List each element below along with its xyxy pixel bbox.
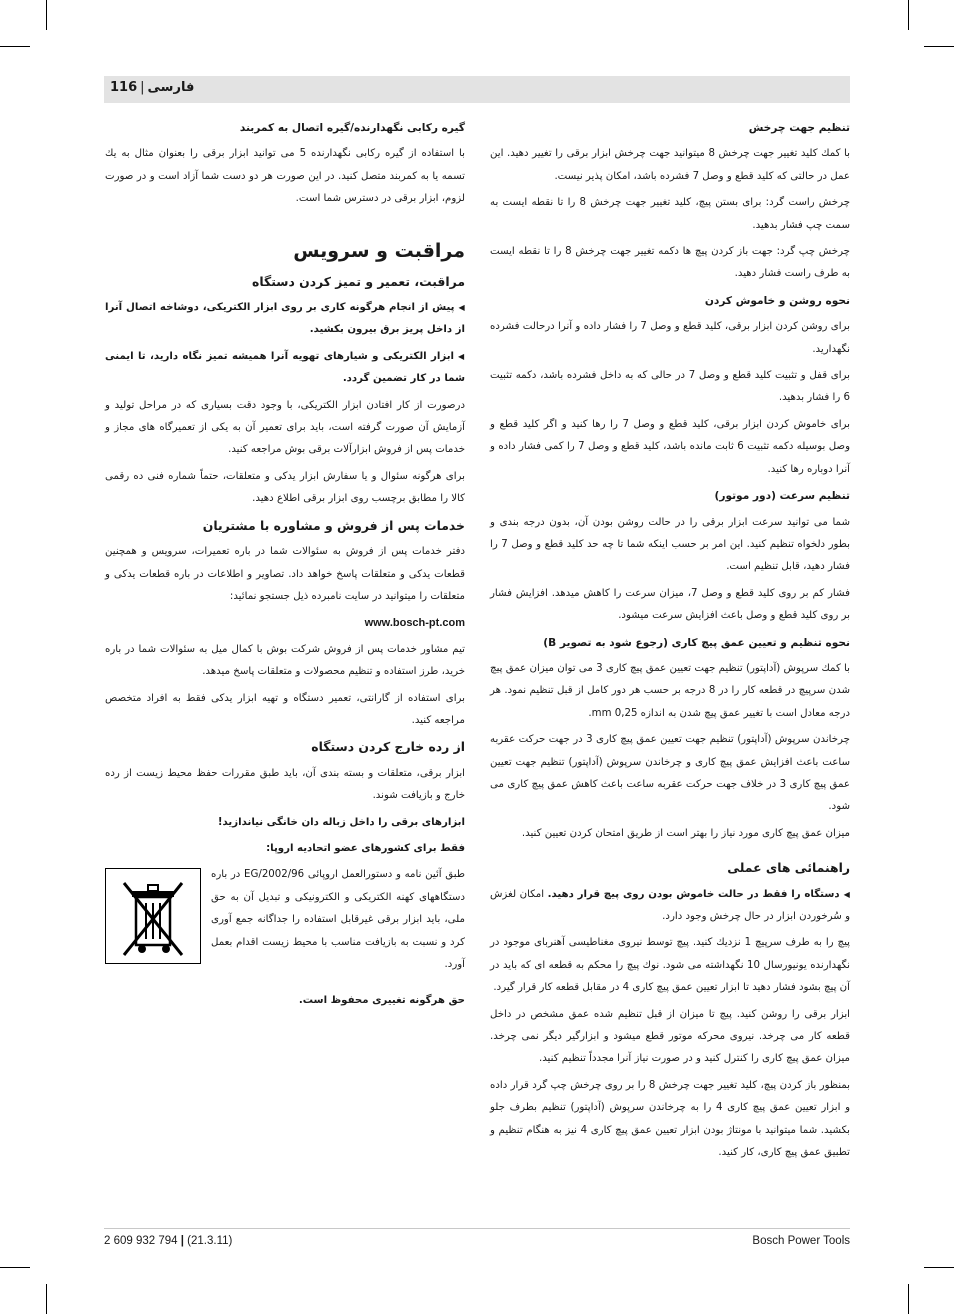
tips-paragraph-3: بمنظور باز کردن پیچ، کلید تغییر جهت چرخش 8 را بر روی چرخش چپ گرد قرار داده و ابزار تعیین عمق پیچ کاری 4 را به چرخاندن سرپوش (آداپتور) تنظیم بطرف جلو بکشید. شما میتوانید با مونتاژ بودن ابزار تعیین عمق پیچ کاری 4 نیز به هنگام تنظیم و تطبیق عمق پیچ کاری، کار کنید.	[490, 1079, 851, 1159]
direction-right-paragraph: چرخش راست گرد: برای بستن پیچ، کلید تغییر جهت چرخش 8 را تا نقطه ایست به سمت چپ فشار بدهید.	[490, 197, 850, 231]
depth-paragraph-1: با کمك سرپوش (آداپتور) تنظیم جهت تعیین عمق پیچ کاری 3 می توان میزان عمق پیچ شدن سرپیچ در قطعه کار را در 8 درجه بر حسب هر دور کامل از قبل تنظیم نمود. هر درجه معادل است با تغییر عمق پیچ شدن به اندازه 0,25 mm.	[490, 662, 851, 719]
maintenance-paragraph-2: برای هرگونه سئوال و یا سفارش ابزار یدکی و متعلقات، حتماً شماره فنی ده رقمی کالا را مطابق برچسب روی ابزار برقی اطلاع دهید.	[105, 470, 465, 505]
tips-warning-rest: امکان لغزش و سُرخوردن ابزار در حال چرخش وجود دارد.	[490, 888, 850, 922]
crop-mark	[908, 0, 909, 30]
tips-warning-bold: دستگاه را فقط در حالت خاموش بودن روی پیچ قرار دهید.	[547, 888, 840, 900]
maintenance-heading: مراقبت، تعمیر و تمیز کردن دستگاه	[252, 273, 465, 289]
tips-paragraph-1: پیچ را به طرف سرپیچ 1 نزدیك کنید. پیچ توسط نیروی مغناطیسی آهنربای موجود در نگهدارنده یونیورسال 10 نگهداشته می شود. نوك پیچ را محکم به قطعه ای که باید در آن پیچ بشود فشار دهید تا ابزار تعیین عمق پیچ کاری 4 در مقابل قطعه کار قرار گیرد.	[490, 937, 850, 994]
crop-mark	[0, 46, 30, 47]
tips-paragraph-2: ابزار برقی را روشن کنید. پیچ تا میزان از قبل تنظیم شده عمق مشخص در داخل قطعه کار می چرخد. نیروی محرکه موتور قطع میشود و ابزارگیر دیگر نمی چرخد. میزان عمق پیچ کاری را کنترل کنید و در صورت نیاز آنرا مجدداً تنظیم کنید.	[490, 1008, 850, 1065]
crop-mark	[0, 1267, 30, 1268]
warning-triangle-icon: ◀	[458, 303, 466, 313]
eu-heading: فقط برای کشورهای عضو اتحادیه اروپا:	[266, 842, 465, 854]
crop-mark	[46, 1284, 47, 1314]
crop-mark	[46, 0, 47, 30]
direction-left-paragraph: چرخش چپ گرد: جهت باز کردن پیچ ها دکمه تغییر جهت چرخش 8 را تا نقطه ایست به طرف راست فشار دهید.	[490, 246, 850, 280]
speed-paragraph-2: فشار کم بر روی کلید قطع و وصل 7، میزان سرعت را کاهش میدهد. افزایش فشار بر روی کلید قطع و وصل باعث افزایش سرعت میشود.	[490, 587, 850, 622]
tips-warning	[490, 884, 850, 929]
page-header-band	[104, 76, 850, 103]
left-column	[105, 117, 465, 1017]
after-sales-paragraph-1: دفتر خدمات پس از فروش به سئوالات شما در باره تعمیرات، سرویس و همچنین قطعات یدکی و متعلقات پاسخ خواهد داد. تصاویر و اطلاعات در باره قطعات یدکی و متعلقات را میتوانید در سایت نامبرده ذیل جستجو نمائید:	[105, 546, 465, 602]
right-column	[490, 117, 850, 1168]
direction-paragraph-1: با کمك کلید تغییر جهت چرخش 8 میتوانید جهت چرخش ابزار برقی را تغییر دهید. این عمل در حالتی که کلید قطع و وصل 7 فشرده باشد، امکان پذیر نیست.	[490, 148, 850, 182]
crop-mark	[924, 1267, 954, 1268]
maintenance-warning-1	[105, 297, 465, 342]
after-sales-heading: خدمات پس از فروش و مشاوره با مشتریان	[202, 517, 465, 533]
crop-mark	[924, 46, 954, 47]
doc-number: 2 609 932 794	[104, 1235, 178, 1247]
page-number: 116	[110, 80, 138, 95]
on-off-paragraph-1: برای روشن کردن ابزار برقی، کلید قطع و وصل 7 را فشار داده و آنرا درحالت فشرده نگهدارید.	[490, 321, 850, 355]
footer-separator: |	[180, 1235, 184, 1247]
speed-heading: تنظیم سرعت (دور موتور)	[714, 490, 850, 503]
maintenance-warning-1-text: پیش از انجام هرگونه کاری بر روی ابزار الکتریکی، دوشاخه اتصال آنرا از داخل پریز برق بیرون بکشید.	[105, 302, 465, 336]
on-off-heading: نحوه روشن و خاموش کردن	[704, 294, 850, 307]
depth-heading: نحوه تنظیم و تعیین عمق پیچ کاری (رجوع شود به تصویر B)	[543, 636, 850, 649]
after-sales-paragraph-2: تیم مشاور خدمات پس از فروش شرکت بوش با کمال میل به سئوالات شما در باره خرید، طرز استفاده و تنظیم محصولات و متعلقات پاسخ میدهد.	[105, 643, 465, 678]
direction-heading: تنظیم جهت چرخش	[748, 122, 850, 134]
crop-mark	[908, 1284, 909, 1314]
on-off-paragraph-2: برای قفل و تثبیت کلید قطع و وصل 7 در حالی که به داخل فشرده باشد، دکمه تثبیت 6 را فشار بدهید.	[490, 370, 850, 404]
footer-doc-info	[104, 1235, 232, 1247]
tips-heading: راهنمائی های عملی	[727, 860, 850, 876]
clamp-paragraph: با استفاده از گیره رکابی نگهدارنده 5 می توانید ابزار برقی را بعنوان مثال به یك تسمه یا به کمربند متصل کنید. در این صورت هر دو دست شما آزاد است و در صورت لزوم، ابزار برقی در دسترس شما است.	[105, 148, 465, 205]
header-language: فارسی	[147, 80, 195, 95]
eu-paragraph: طبق آئین نامه و دستورالعمل اروپائی 2002/96/EG در باره دستگاههای کهنه الکتریکی و الکترونیکی و تبدیل آن به حق ملی، باید ابزار برقی غیرقابل استفاده را جداگانه جمع آوری کرد و نسبت به بازیافت مناسب با محیط زیست اقدام بعمل آورد.	[211, 869, 465, 970]
on-off-paragraph-3: برای خاموش کردن ابزار برقی، کلید قطع و وصل 7 را رها کنید و اگر کلید قطع و وصل بوسیله دکمه تثبیت 6 ثابت مانده باشد، کلید قطع و وصل 7 را کمی فشار داده و آنرا دوباره رها کنید.	[490, 418, 850, 475]
warning-triangle-icon: ◀	[458, 351, 465, 361]
service-heading: مراقبت و سرویس	[293, 239, 465, 262]
maintenance-warning-2-text: ابزار الکتریکی و شیارهای تهویه آنرا همیشه تمیز نگاه دارید، تا ایمنی شما در کار تضمین گردد.	[105, 350, 465, 385]
warning-triangle-icon: ◀	[843, 889, 850, 899]
maintenance-warning-2	[105, 346, 465, 391]
clamp-heading: گیره رکابی نگهدارنده/گیره اتصال به کمربند	[239, 122, 465, 134]
disposal-paragraph-1: ابزار برقی، متعلقات و بسته بندی آن، باید طبق مقررات حفظ محیط زیست از رده خارج و بازیافت شوند.	[105, 767, 465, 802]
crossed-out-bin-icon	[105, 868, 201, 964]
footer-brand: Bosch Power Tools	[752, 1235, 850, 1247]
speed-paragraph-1: شما می توانید سرعت ابزار برقی را در حالت روشن بودن آن، بدون درجه بندی و بطور دلخواه تنظیم کنید. این امر بر حسب اینکه شما تا چه حد کلید قطع و وصل 7 را فشار دهید، قابل تنظیم است.	[490, 516, 850, 573]
weee-block	[105, 864, 465, 980]
disposal-heading: از رده خارج کردن دستگاه	[311, 739, 465, 755]
depth-paragraph-2: چرخاندن سرپوش (آداپتور) تنظیم جهت تعیین عمق پیچ کاری 3 در جهت حرکت عقربه ساعت باعث افزایش عمق پیچ کاری و چرخاندن سرپوش (آداپتور) تنظیم جهت تعیین عمق پیچ کاری 3 در خلاف جهت حرکت عقربه ساعت باعث کاهش عمق پیچ کاری می شود.	[490, 734, 850, 813]
bosch-website-link[interactable]: www.bosch-pt.com	[364, 617, 465, 630]
maintenance-paragraph-1: درصورت از کار افتادن ابزار الکتریکی، با وجود دقت بسیاری که در مراحل تولید و آزمایش آن صورت گرفته است، باید برای تعمیر آن به یکی از تعمیرگاه های مجاز و خدمات پس از فروش ابزارآلات برقی بوش مراجعه کنید.	[105, 399, 465, 456]
after-sales-paragraph-3: برای استفاده از گارانتی، تعمیر دستگاه و تهیه ابزار یدکی فقط به افراد متخصص مراجعه کنید.	[105, 692, 465, 726]
header-separator: |	[140, 80, 145, 95]
depth-paragraph-3: میزان عمق پیچ کاری مورد نیاز را بهتر است از طریق امتحان کردن تعیین کنید.	[521, 827, 850, 839]
page-header	[110, 80, 194, 95]
footer-rule	[104, 1228, 850, 1229]
rights-reserved-note: حق هرگونه تغییری محفوظ است.	[298, 995, 465, 1007]
disposal-warning: ابزارهای برقی را داخل زباله دان خانگی نیاندازید!	[217, 816, 465, 828]
doc-date: (21.3.11)	[187, 1235, 233, 1247]
